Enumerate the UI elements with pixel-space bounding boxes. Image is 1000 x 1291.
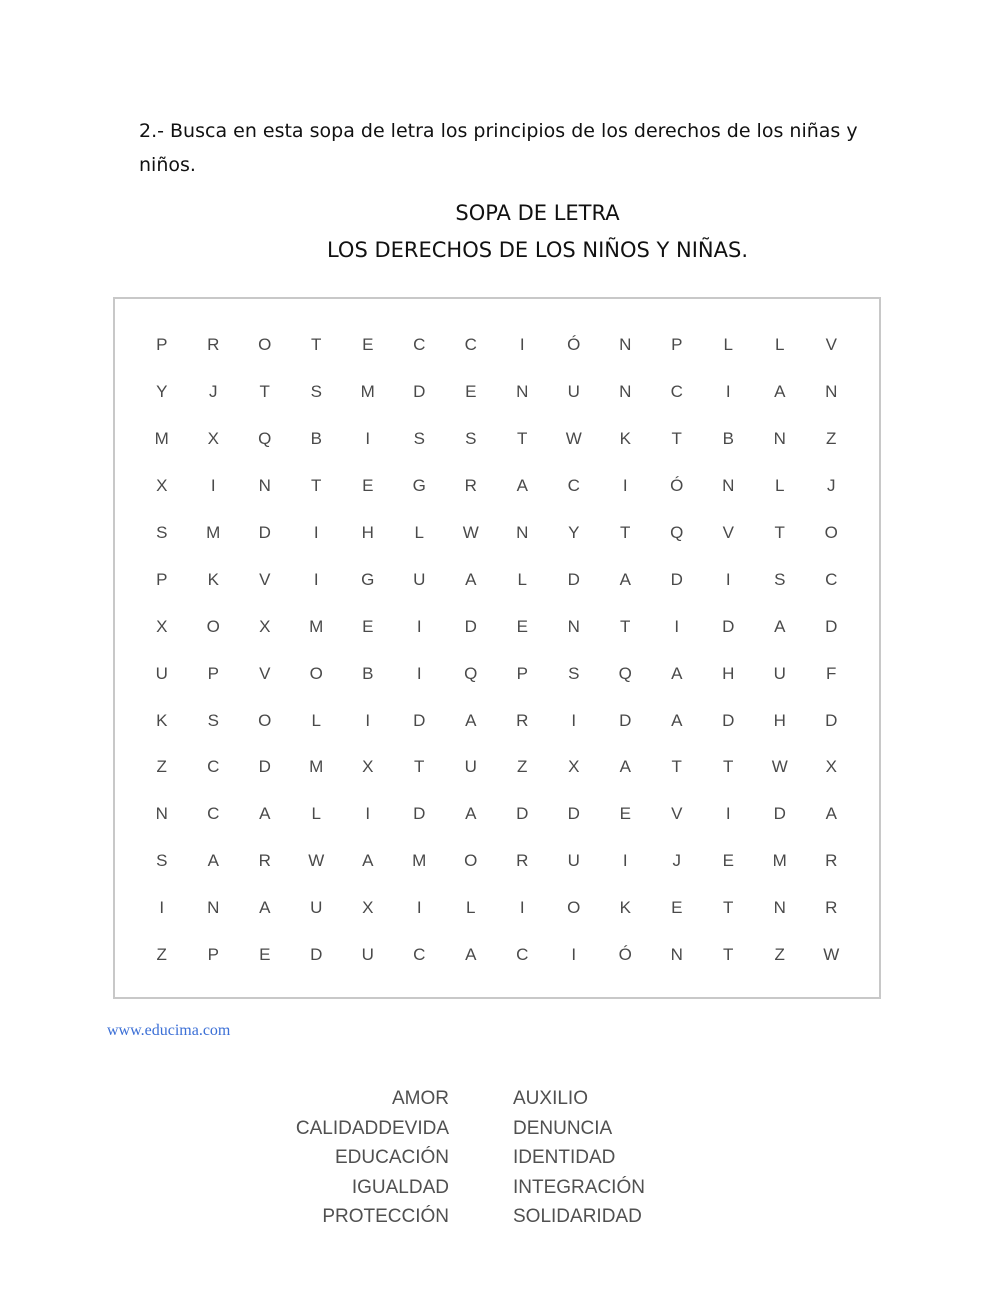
grid-cell[interactable]: U bbox=[413, 569, 426, 589]
grid-cell[interactable]: N bbox=[516, 523, 529, 542]
grid-cell[interactable]: B bbox=[310, 429, 322, 449]
grid-cell[interactable]: E bbox=[362, 335, 374, 355]
grid-cell[interactable]: U bbox=[155, 663, 168, 683]
grid-cell[interactable]: T bbox=[311, 335, 322, 355]
grid-cell[interactable]: L bbox=[775, 476, 785, 496]
grid-cell[interactable]: W bbox=[565, 429, 582, 449]
grid-cell[interactable]: W bbox=[771, 757, 788, 777]
grid-cell[interactable]: P bbox=[207, 663, 219, 683]
grid-cell[interactable]: B bbox=[362, 663, 374, 683]
word-list-item: EDUCACIÓN bbox=[334, 1147, 449, 1168]
grid-cell[interactable]: G bbox=[412, 476, 426, 496]
grid-cell[interactable]: I bbox=[313, 523, 319, 542]
grid-cell[interactable]: R bbox=[258, 851, 271, 871]
grid-cell[interactable]: A bbox=[465, 804, 477, 824]
grid-cell[interactable]: D bbox=[825, 616, 838, 636]
grid-cell[interactable]: C bbox=[464, 335, 477, 355]
grid-cell[interactable]: L bbox=[466, 898, 476, 918]
grid-cell[interactable]: H bbox=[722, 663, 735, 683]
grid-cell[interactable]: A bbox=[619, 569, 631, 589]
grid-cell[interactable]: E bbox=[362, 476, 374, 496]
word-list-item: CALIDADDEVIDA bbox=[295, 1117, 449, 1139]
grid-cell[interactable]: F bbox=[826, 663, 837, 683]
grid-cell[interactable]: Z bbox=[826, 429, 837, 449]
grid-cell[interactable]: P bbox=[156, 569, 168, 589]
grid-cell[interactable]: I bbox=[622, 476, 628, 496]
grid-cell[interactable]: I bbox=[571, 945, 577, 965]
grid-cell[interactable]: M bbox=[360, 382, 375, 402]
grid-cell[interactable]: D bbox=[567, 569, 580, 589]
grid-cell[interactable]: I bbox=[210, 476, 216, 496]
grid-cell[interactable]: V bbox=[259, 569, 271, 589]
grid-cell[interactable]: Ó bbox=[618, 945, 632, 965]
grid-cell[interactable]: W bbox=[308, 851, 325, 871]
grid-cell[interactable]: J bbox=[827, 476, 836, 496]
grid-cell[interactable]: A bbox=[619, 757, 631, 777]
word-list-item: INTEGRACIÓN bbox=[513, 1176, 645, 1198]
grid-cell[interactable]: V bbox=[671, 804, 683, 824]
grid-cell[interactable]: T bbox=[671, 757, 682, 777]
grid-cell[interactable]: A bbox=[825, 804, 837, 824]
grid-cell[interactable]: I bbox=[674, 616, 680, 636]
grid-cell[interactable]: E bbox=[516, 616, 528, 636]
grid-cell[interactable]: D bbox=[722, 710, 735, 730]
grid-cell[interactable]: A bbox=[362, 851, 374, 871]
grid-cell[interactable]: A bbox=[465, 710, 477, 730]
grid-cell[interactable]: T bbox=[414, 757, 425, 777]
grid-cell[interactable]: A bbox=[774, 382, 786, 402]
grid-cell[interactable]: N bbox=[155, 804, 168, 824]
grid-cell[interactable]: U bbox=[310, 898, 323, 918]
grid-cell[interactable]: Q bbox=[258, 429, 272, 449]
grid-cell[interactable]: A bbox=[207, 851, 219, 871]
word-list-left bbox=[250, 1084, 449, 1232]
grid-cell[interactable]: A bbox=[465, 569, 477, 589]
grid-cell[interactable]: A bbox=[259, 804, 271, 824]
grid-cell[interactable]: T bbox=[311, 476, 322, 496]
grid-cell[interactable]: E bbox=[671, 898, 683, 918]
grid-cell[interactable]: X bbox=[568, 757, 580, 777]
grid-cell[interactable]: O bbox=[206, 616, 220, 636]
grid-cell[interactable]: E bbox=[259, 945, 271, 965]
grid-cell[interactable]: D bbox=[413, 710, 426, 730]
grid-cell[interactable]: U bbox=[361, 945, 374, 965]
grid-cell[interactable]: S bbox=[310, 382, 322, 402]
grid-cell[interactable]: O bbox=[567, 898, 581, 918]
grid-cell[interactable]: O bbox=[258, 710, 272, 730]
grid-cell[interactable]: I bbox=[622, 851, 628, 871]
grid-cell[interactable]: I bbox=[519, 898, 525, 918]
grid-cell[interactable]: I bbox=[159, 898, 165, 918]
grid-cell[interactable]: I bbox=[519, 335, 525, 355]
grid-cell[interactable]: Y bbox=[156, 382, 168, 402]
grid-cell[interactable]: I bbox=[365, 710, 371, 730]
grid-cell[interactable]: C bbox=[413, 335, 426, 355]
grid-cell[interactable]: X bbox=[825, 757, 837, 777]
word-list-item: SOLIDARIDAD bbox=[513, 1206, 642, 1227]
grid-cell[interactable]: T bbox=[723, 945, 734, 965]
grid-cell[interactable]: N bbox=[722, 476, 735, 496]
grid-cell[interactable]: T bbox=[723, 898, 734, 918]
grid-cell[interactable]: D bbox=[258, 757, 271, 777]
word-list-item: AUXILIO bbox=[513, 1088, 588, 1109]
grid-cell[interactable]: T bbox=[620, 523, 631, 542]
grid-cell[interactable]: N bbox=[567, 616, 580, 636]
grid-cell[interactable]: C bbox=[567, 476, 580, 496]
grid-cell[interactable]: D bbox=[413, 804, 426, 824]
grid-cell[interactable]: A bbox=[774, 616, 786, 636]
grid-cell[interactable]: K bbox=[156, 710, 168, 730]
grid-cell[interactable]: L bbox=[723, 335, 733, 355]
grid-cell[interactable]: X bbox=[156, 476, 168, 496]
grid-cell[interactable]: N bbox=[773, 898, 786, 918]
grid-cell[interactable]: C bbox=[207, 757, 220, 777]
grid-cell[interactable]: X bbox=[362, 757, 374, 777]
grid-cell[interactable]: X bbox=[156, 616, 168, 636]
grid-cell[interactable]: D bbox=[567, 804, 580, 824]
grid-cell[interactable]: C bbox=[516, 945, 529, 965]
grid-cell[interactable]: S bbox=[413, 429, 425, 449]
word-search-grid bbox=[136, 322, 857, 978]
grid-cell[interactable]: N bbox=[619, 382, 632, 402]
grid-cell[interactable]: Y bbox=[568, 523, 580, 542]
grid-cell[interactable]: R bbox=[825, 851, 838, 871]
grid-cell[interactable]: S bbox=[465, 429, 477, 449]
grid-cell[interactable]: S bbox=[207, 710, 219, 730]
grid-cell[interactable]: A bbox=[465, 945, 477, 965]
word-list-item: IGUALDAD bbox=[351, 1176, 449, 1198]
grid-cell[interactable]: P bbox=[207, 945, 219, 965]
grid-cell[interactable]: S bbox=[568, 663, 580, 683]
grid-cell[interactable]: L bbox=[775, 335, 785, 355]
grid-cell[interactable]: E bbox=[722, 851, 734, 871]
grid-cell[interactable]: L bbox=[414, 523, 424, 542]
grid-cell[interactable]: R bbox=[464, 476, 477, 496]
grid-cell[interactable]: N bbox=[773, 429, 786, 449]
grid-cell[interactable]: I bbox=[416, 616, 422, 636]
grid-cell[interactable]: S bbox=[156, 523, 168, 542]
grid-cell[interactable]: Ó bbox=[670, 476, 684, 496]
grid-cell[interactable]: V bbox=[825, 335, 837, 355]
grid-cell[interactable]: G bbox=[361, 569, 375, 589]
credit-link[interactable]: www.educima.com bbox=[107, 1022, 231, 1039]
grid-cell[interactable]: B bbox=[722, 429, 734, 449]
grid-cell[interactable]: X bbox=[362, 898, 374, 918]
grid-cell[interactable]: T bbox=[774, 523, 785, 542]
grid-cell[interactable]: N bbox=[619, 335, 632, 355]
grid-cell[interactable]: K bbox=[207, 569, 219, 589]
grid-cell[interactable]: R bbox=[207, 335, 220, 355]
grid-cell[interactable]: M bbox=[772, 851, 787, 871]
grid-cell[interactable]: U bbox=[567, 851, 580, 871]
grid-cell[interactable]: J bbox=[209, 382, 218, 402]
grid-cell[interactable]: O bbox=[464, 851, 478, 871]
grid-cell[interactable]: I bbox=[725, 569, 731, 589]
grid-cell[interactable]: R bbox=[825, 898, 838, 918]
title-line-2: LOS DERECHOS DE LOS NIÑOS Y NIÑAS. bbox=[326, 238, 748, 262]
grid-cell[interactable]: I bbox=[365, 429, 371, 449]
grid-cell[interactable]: C bbox=[413, 945, 426, 965]
grid-cell[interactable]: D bbox=[670, 569, 683, 589]
grid-cell[interactable]: A bbox=[671, 710, 683, 730]
grid-cell[interactable]: K bbox=[619, 898, 631, 918]
grid-cell[interactable]: H bbox=[773, 710, 786, 730]
grid-cell[interactable]: P bbox=[156, 335, 168, 355]
grid-cell[interactable]: I bbox=[365, 804, 371, 824]
grid-cell[interactable]: Q bbox=[464, 663, 478, 683]
grid-cell[interactable]: Z bbox=[156, 757, 167, 777]
grid-cell[interactable]: S bbox=[774, 569, 786, 589]
grid-cell[interactable]: D bbox=[258, 523, 271, 542]
grid-cell[interactable]: H bbox=[361, 523, 374, 542]
grid-cell[interactable]: T bbox=[671, 429, 682, 449]
grid-cell[interactable]: T bbox=[620, 616, 631, 636]
grid-cell[interactable]: M bbox=[309, 616, 324, 636]
grid-cell[interactable]: C bbox=[207, 804, 220, 824]
grid-cell[interactable]: J bbox=[672, 851, 681, 871]
grid-cell[interactable]: D bbox=[413, 382, 426, 402]
grid-cell[interactable]: W bbox=[823, 945, 840, 965]
grid-cell[interactable]: Z bbox=[156, 945, 167, 965]
grid-cell[interactable]: Z bbox=[517, 757, 528, 777]
grid-cell[interactable]: N bbox=[258, 476, 271, 496]
word-list-item: IDENTIDAD bbox=[513, 1147, 616, 1168]
grid-cell[interactable]: O bbox=[824, 523, 838, 542]
grid-cell[interactable]: O bbox=[309, 663, 323, 683]
grid-cell[interactable]: T bbox=[517, 429, 528, 449]
word-list-item: AMOR bbox=[392, 1088, 449, 1109]
grid-cell[interactable]: T bbox=[259, 382, 270, 402]
grid-cell[interactable]: Q bbox=[618, 663, 632, 683]
grid-cell[interactable]: R bbox=[516, 710, 529, 730]
grid-cell[interactable]: E bbox=[362, 616, 374, 636]
grid-cell[interactable]: C bbox=[670, 382, 683, 402]
grid-cell[interactable]: I bbox=[571, 710, 577, 730]
word-search-box bbox=[113, 297, 881, 999]
grid-cell[interactable]: I bbox=[416, 663, 422, 683]
grid-cell[interactable]: L bbox=[517, 569, 527, 589]
instruction-text: 2.- Busca en esta sopa de letra los principios de los derechos de los niñas y niños. bbox=[139, 120, 858, 176]
grid-cell[interactable]: S bbox=[156, 851, 168, 871]
grid-cell[interactable]: D bbox=[825, 710, 838, 730]
grid-cell[interactable]: X bbox=[259, 616, 271, 636]
grid-cell[interactable]: D bbox=[773, 804, 786, 824]
grid-cell[interactable]: Ó bbox=[567, 335, 581, 355]
grid-cell[interactable]: E bbox=[619, 804, 631, 824]
grid-cell[interactable]: V bbox=[259, 663, 271, 683]
grid-cell[interactable]: V bbox=[722, 523, 734, 542]
grid-cell[interactable]: D bbox=[619, 710, 632, 730]
grid-cell[interactable]: M bbox=[309, 757, 324, 777]
grid-cell[interactable]: T bbox=[723, 757, 734, 777]
grid-cell[interactable]: R bbox=[516, 851, 529, 871]
word-list-item: DENUNCIA bbox=[513, 1117, 613, 1139]
grid-cell[interactable]: L bbox=[311, 710, 321, 730]
grid-cell[interactable]: X bbox=[207, 429, 219, 449]
grid-cell[interactable]: M bbox=[412, 851, 427, 871]
grid-cell[interactable]: U bbox=[464, 757, 477, 777]
grid-cell[interactable]: Q bbox=[670, 523, 684, 542]
grid-cell[interactable]: C bbox=[825, 569, 838, 589]
grid-cell[interactable]: L bbox=[311, 804, 321, 824]
word-list-right bbox=[513, 1084, 713, 1232]
grid-cell[interactable]: D bbox=[516, 804, 529, 824]
grid-cell[interactable]: D bbox=[722, 616, 735, 636]
grid-cell[interactable]: N bbox=[207, 898, 220, 918]
grid-cell[interactable]: A bbox=[259, 898, 271, 918]
grid-cell[interactable]: I bbox=[416, 898, 422, 918]
grid-cell[interactable]: W bbox=[462, 523, 479, 542]
grid-cell[interactable]: N bbox=[516, 382, 529, 402]
grid-cell[interactable]: D bbox=[310, 945, 323, 965]
grid-cell[interactable]: M bbox=[154, 429, 169, 449]
grid-cell[interactable]: N bbox=[825, 382, 838, 402]
grid-cell[interactable]: D bbox=[464, 616, 477, 636]
word-list-item: PROTECCIÓN bbox=[322, 1206, 449, 1227]
grid-cell[interactable]: M bbox=[206, 523, 221, 542]
grid-cell[interactable]: I bbox=[725, 382, 731, 402]
grid-cell[interactable]: A bbox=[671, 663, 683, 683]
grid-cell[interactable]: I bbox=[313, 569, 319, 589]
grid-cell[interactable]: A bbox=[516, 476, 528, 496]
grid-cell[interactable]: U bbox=[773, 663, 786, 683]
grid-cell[interactable]: U bbox=[567, 382, 580, 402]
grid-cell[interactable]: O bbox=[258, 335, 272, 355]
grid-cell[interactable]: E bbox=[465, 382, 477, 402]
grid-cell[interactable]: K bbox=[619, 429, 631, 449]
grid-cell[interactable]: I bbox=[725, 804, 731, 824]
grid-cell[interactable]: P bbox=[516, 663, 528, 683]
title-block bbox=[0, 195, 1000, 269]
grid-cell[interactable]: Z bbox=[774, 945, 785, 965]
grid-cell[interactable]: P bbox=[671, 335, 683, 355]
title-line-1: SOPA DE LETRA bbox=[455, 201, 620, 225]
grid-cell[interactable]: N bbox=[670, 945, 683, 965]
